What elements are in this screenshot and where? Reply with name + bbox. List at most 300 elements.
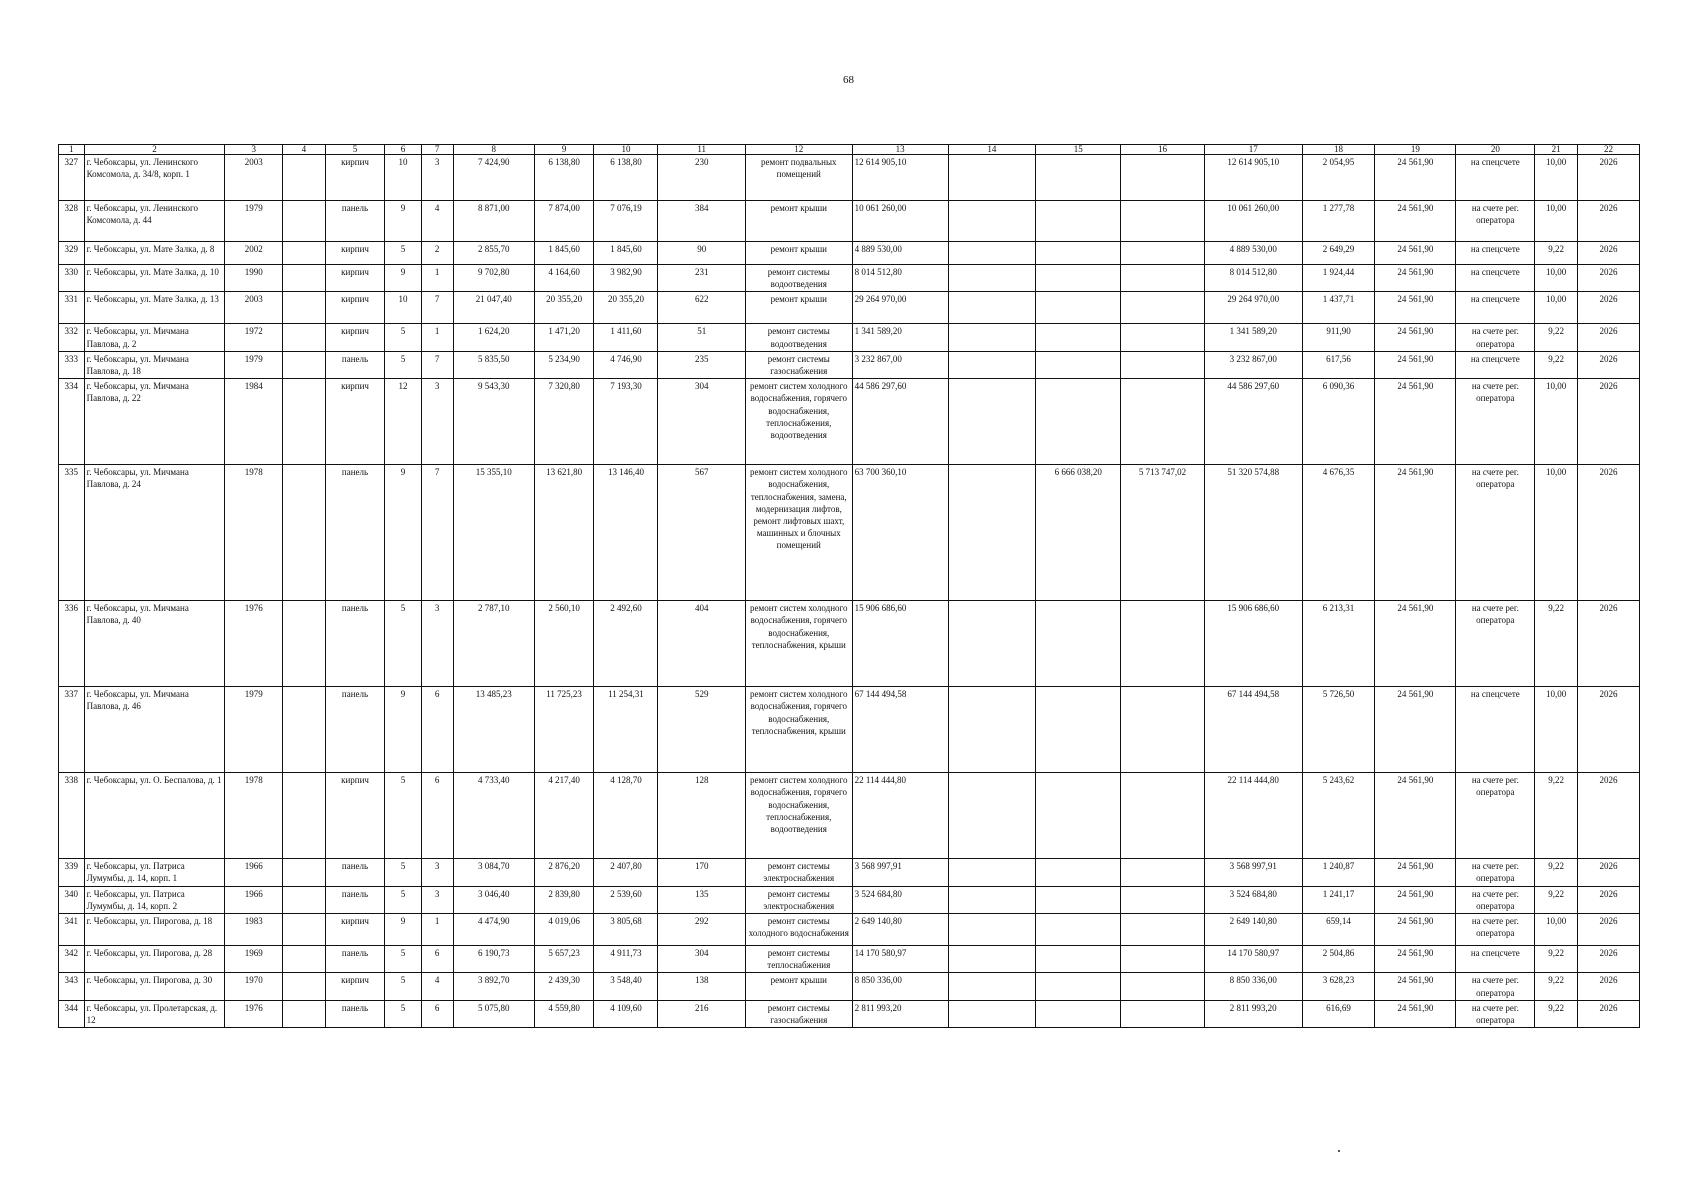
cell-cost-owners: 8 850 336,00 (1204, 973, 1302, 1000)
column-number-cell: 10 (594, 145, 658, 155)
stray-dot (1338, 1150, 1340, 1152)
cell-area-liv: 3 548,40 (594, 973, 658, 1000)
cell-fund: на счете рег. оператора (1456, 973, 1535, 1000)
cell-limit: 24 561,90 (1375, 265, 1456, 292)
cell-address: г. Чебоксары, ул. Пирогова, д. 28 (84, 946, 225, 973)
cell-people: 230 (658, 155, 745, 201)
cell-c15 (1036, 946, 1121, 973)
cell-address: г. Чебоксары, ул. Ленинского Комсомола, д. 34/8, корп. 1 (84, 155, 225, 201)
cell-year-end: 2026 (1577, 1000, 1639, 1027)
cell-entrances: 7 (421, 465, 453, 601)
cell-entrances: 1 (421, 265, 453, 292)
cell-cost-owners: 14 170 580,97 (1204, 946, 1302, 973)
cell-year: 1976 (225, 1000, 283, 1027)
cell-area-res: 5 234,90 (534, 351, 594, 378)
cell-year-end: 2026 (1577, 914, 1639, 946)
cell-address: г. Чебоксары, ул. Мате Залка, д. 10 (84, 265, 225, 292)
cell-year: 1969 (225, 946, 283, 973)
cell-c15 (1036, 1000, 1121, 1027)
cell-cost-total: 63 700 360,10 (852, 465, 948, 601)
column-number-cell: 6 (385, 145, 421, 155)
cell-area-total: 9 543,30 (453, 379, 534, 465)
cell-address: г. Чебоксары, ул. Мичмана Павлова, д. 18 (84, 351, 225, 378)
cell-entrances: 3 (421, 601, 453, 687)
table-row (59, 465, 1640, 601)
cell-area-liv: 13 146,40 (594, 465, 658, 601)
cell-area-liv: 4 911,73 (594, 946, 658, 973)
table-row (59, 201, 1640, 242)
cell-cost-total: 2 649 140,80 (852, 914, 948, 946)
cell-area-liv: 1 411,60 (594, 324, 658, 351)
cell-c15 (1036, 292, 1121, 324)
cell-works: ремонт системы газоснабжения (745, 1000, 852, 1027)
cell-c14 (948, 265, 1035, 292)
cell-limit: 24 561,90 (1375, 351, 1456, 378)
cell-area-res: 20 355,20 (534, 292, 594, 324)
cell-cost-total: 1 341 589,20 (852, 324, 948, 351)
table-row (59, 886, 1640, 913)
page-number: 68 (843, 74, 854, 86)
cell-year: 2002 (225, 242, 283, 265)
cell-cost-total: 8 014 512,80 (852, 265, 948, 292)
cell-year-end: 2026 (1577, 687, 1639, 773)
cell-people: 170 (658, 859, 745, 886)
cell-area-total: 3 084,70 (453, 859, 534, 886)
cell-floors: 12 (385, 379, 421, 465)
cell-cost-owners: 3 568 997,91 (1204, 859, 1302, 886)
cell-c16 (1121, 324, 1204, 351)
cell-address: г. Чебоксары, ул. Мичмана Павлова, д. 22 (84, 379, 225, 465)
cell-cost-sqm: 659,14 (1302, 914, 1375, 946)
cell-entrances: 7 (421, 292, 453, 324)
cell-area-res: 6 138,80 (534, 155, 594, 201)
cell-year: 1970 (225, 973, 283, 1000)
cell-material: кирпич (325, 973, 385, 1000)
cell-c21: 10,00 (1535, 914, 1578, 946)
cell-year-end: 2026 (1577, 292, 1639, 324)
cell-area-total: 13 485,23 (453, 687, 534, 773)
cell-people: 529 (658, 687, 745, 773)
cell-c21: 10,00 (1535, 265, 1578, 292)
cell-limit: 24 561,90 (1375, 886, 1456, 913)
cell-floors: 9 (385, 265, 421, 292)
cell-cost-sqm: 1 277,78 (1302, 201, 1375, 242)
table-row (59, 292, 1640, 324)
cell-year-end: 2026 (1577, 859, 1639, 886)
cell-cost-sqm: 2 649,29 (1302, 242, 1375, 265)
cell-c14 (948, 946, 1035, 973)
cell-area-liv: 4 746,90 (594, 351, 658, 378)
cell-cost-owners: 51 320 574,88 (1204, 465, 1302, 601)
cell-cost-sqm: 4 676,35 (1302, 465, 1375, 601)
cell-cost-owners: 10 061 260,00 (1204, 201, 1302, 242)
cell-cost-owners: 2 649 140,80 (1204, 914, 1302, 946)
cell-fund: на спецсчете (1456, 242, 1535, 265)
cell-c16 (1121, 379, 1204, 465)
cell-c4 (283, 1000, 326, 1027)
cell-year: 1979 (225, 687, 283, 773)
cell-c4 (283, 914, 326, 946)
cell-cost-total: 3 232 867,00 (852, 351, 948, 378)
cell-area-total: 15 355,10 (453, 465, 534, 601)
cell-c16 (1121, 351, 1204, 378)
cell-address: г. Чебоксары, ул. Ленинского Комсомола, д. 44 (84, 201, 225, 242)
cell-c16 (1121, 155, 1204, 201)
cell-address: г. Чебоксары, ул. Мате Залка, д. 8 (84, 242, 225, 265)
cell-area-res: 5 657,23 (534, 946, 594, 973)
table-row (59, 1000, 1640, 1027)
cell-people: 135 (658, 886, 745, 913)
table-row (59, 155, 1640, 201)
cell-limit: 24 561,90 (1375, 379, 1456, 465)
cell-area-total: 2 855,70 (453, 242, 534, 265)
cell-c4 (283, 687, 326, 773)
cell-n: 344 (59, 1000, 85, 1027)
cell-c21: 9,22 (1535, 946, 1578, 973)
cell-entrances: 6 (421, 946, 453, 973)
cell-area-total: 4 733,40 (453, 773, 534, 859)
cell-area-res: 2 439,30 (534, 973, 594, 1000)
table-row (59, 946, 1640, 973)
cell-works: ремонт системы водоотведения (745, 265, 852, 292)
cell-c4 (283, 773, 326, 859)
cell-address: г. Чебоксары, ул. Пирогова, д. 30 (84, 973, 225, 1000)
cell-fund: на спецсчете (1456, 265, 1535, 292)
cell-cost-sqm: 6 090,36 (1302, 379, 1375, 465)
column-number-cell: 5 (325, 145, 385, 155)
cell-n: 339 (59, 859, 85, 886)
cell-limit: 24 561,90 (1375, 859, 1456, 886)
cell-c4 (283, 886, 326, 913)
cell-c4 (283, 292, 326, 324)
cell-people: 304 (658, 379, 745, 465)
repair-program-table (58, 144, 1640, 1028)
cell-works: ремонт системы холодного водоснабжения (745, 914, 852, 946)
table-row (59, 242, 1640, 265)
cell-cost-sqm: 911,90 (1302, 324, 1375, 351)
cell-n: 328 (59, 201, 85, 242)
cell-cost-total: 44 586 297,60 (852, 379, 948, 465)
cell-c15 (1036, 242, 1121, 265)
cell-n: 332 (59, 324, 85, 351)
column-number-cell: 21 (1535, 145, 1578, 155)
cell-area-total: 7 424,90 (453, 155, 534, 201)
cell-c4 (283, 242, 326, 265)
cell-address: г. Чебоксары, ул. О. Беспалова, д. 1 (84, 773, 225, 859)
cell-works: ремонт системы электроснабжения (745, 886, 852, 913)
cell-fund: на счете рег. оператора (1456, 379, 1535, 465)
cell-cost-owners: 67 144 494,58 (1204, 687, 1302, 773)
cell-address: г. Чебоксары, ул. Мичмана Павлова, д. 2 (84, 324, 225, 351)
cell-n: 336 (59, 601, 85, 687)
cell-year: 1978 (225, 773, 283, 859)
cell-fund: на счете рег. оператора (1456, 773, 1535, 859)
cell-entrances: 1 (421, 324, 453, 351)
column-number-cell: 11 (658, 145, 745, 155)
cell-c14 (948, 292, 1035, 324)
cell-fund: на спецсчете (1456, 292, 1535, 324)
cell-floors: 5 (385, 886, 421, 913)
cell-cost-sqm: 5 726,50 (1302, 687, 1375, 773)
cell-area-liv: 2 407,80 (594, 859, 658, 886)
cell-floors: 5 (385, 859, 421, 886)
cell-floors: 5 (385, 324, 421, 351)
cell-material: кирпич (325, 292, 385, 324)
cell-c4 (283, 973, 326, 1000)
cell-material: кирпич (325, 155, 385, 201)
cell-cost-owners: 3 232 867,00 (1204, 351, 1302, 378)
cell-people: 622 (658, 292, 745, 324)
cell-cost-total: 8 850 336,00 (852, 973, 948, 1000)
cell-area-res: 7 874,00 (534, 201, 594, 242)
cell-c15 (1036, 773, 1121, 859)
cell-works: ремонт системы водоотведения (745, 324, 852, 351)
cell-cost-owners: 22 114 444,80 (1204, 773, 1302, 859)
cell-c16 (1121, 687, 1204, 773)
cell-c14 (948, 351, 1035, 378)
cell-n: 335 (59, 465, 85, 601)
cell-area-total: 5 075,80 (453, 1000, 534, 1027)
cell-c14 (948, 601, 1035, 687)
cell-cost-owners: 12 614 905,10 (1204, 155, 1302, 201)
cell-works: ремонт крыши (745, 242, 852, 265)
cell-cost-total: 2 811 993,20 (852, 1000, 948, 1027)
cell-floors: 5 (385, 601, 421, 687)
cell-c14 (948, 465, 1035, 601)
cell-year-end: 2026 (1577, 155, 1639, 201)
column-number-cell: 18 (1302, 145, 1375, 155)
cell-area-res: 2 839,80 (534, 886, 594, 913)
cell-material: кирпич (325, 242, 385, 265)
column-number-cell: 7 (421, 145, 453, 155)
cell-area-total: 3 892,70 (453, 973, 534, 1000)
cell-cost-total: 12 614 905,10 (852, 155, 948, 201)
cell-year-end: 2026 (1577, 946, 1639, 973)
table-row (59, 859, 1640, 886)
cell-c4 (283, 201, 326, 242)
cell-fund: на счете рег. оператора (1456, 201, 1535, 242)
cell-material: панель (325, 886, 385, 913)
cell-c14 (948, 859, 1035, 886)
cell-fund: на счете рег. оператора (1456, 859, 1535, 886)
cell-entrances: 4 (421, 973, 453, 1000)
cell-area-res: 1 845,60 (534, 242, 594, 265)
cell-people: 567 (658, 465, 745, 601)
cell-c16 (1121, 859, 1204, 886)
cell-fund: на спецсчете (1456, 687, 1535, 773)
cell-address: г. Чебоксары, ул. Патриса Лумумбы, д. 14, корп. 2 (84, 886, 225, 913)
cell-cost-sqm: 1 437,71 (1302, 292, 1375, 324)
cell-people: 128 (658, 773, 745, 859)
cell-year-end: 2026 (1577, 265, 1639, 292)
cell-n: 334 (59, 379, 85, 465)
cell-limit: 24 561,90 (1375, 1000, 1456, 1027)
cell-year-end: 2026 (1577, 465, 1639, 601)
cell-c4 (283, 351, 326, 378)
cell-address: г. Чебоксары, ул. Патриса Лумумбы, д. 14, корп. 1 (84, 859, 225, 886)
cell-cost-sqm: 5 243,62 (1302, 773, 1375, 859)
cell-area-liv: 4 109,60 (594, 1000, 658, 1027)
cell-n: 329 (59, 242, 85, 265)
cell-people: 231 (658, 265, 745, 292)
cell-cost-owners: 15 906 686,60 (1204, 601, 1302, 687)
cell-c16 (1121, 292, 1204, 324)
cell-n: 342 (59, 946, 85, 973)
cell-c15: 6 666 038,20 (1036, 465, 1121, 601)
cell-fund: на спецсчете (1456, 351, 1535, 378)
cell-material: кирпич (325, 379, 385, 465)
cell-material: панель (325, 601, 385, 687)
cell-c14 (948, 324, 1035, 351)
cell-limit: 24 561,90 (1375, 601, 1456, 687)
cell-people: 216 (658, 1000, 745, 1027)
cell-c21: 9,22 (1535, 324, 1578, 351)
cell-fund: на счете рег. оператора (1456, 914, 1535, 946)
cell-entrances: 3 (421, 379, 453, 465)
cell-material: панель (325, 465, 385, 601)
cell-limit: 24 561,90 (1375, 914, 1456, 946)
cell-year-end: 2026 (1577, 351, 1639, 378)
cell-fund: на счете рег. оператора (1456, 601, 1535, 687)
cell-c16 (1121, 265, 1204, 292)
cell-c16 (1121, 242, 1204, 265)
cell-c14 (948, 687, 1035, 773)
cell-c15 (1036, 886, 1121, 913)
cell-year-end: 2026 (1577, 324, 1639, 351)
cell-floors: 9 (385, 201, 421, 242)
cell-c16 (1121, 973, 1204, 1000)
table-body (59, 145, 1640, 1028)
cell-year: 1978 (225, 465, 283, 601)
cell-c16 (1121, 886, 1204, 913)
cell-n: 343 (59, 973, 85, 1000)
cell-people: 235 (658, 351, 745, 378)
cell-area-total: 8 871,00 (453, 201, 534, 242)
table-row (59, 379, 1640, 465)
cell-c4 (283, 324, 326, 351)
cell-address: г. Чебоксары, ул. Мичмана Павлова, д. 46 (84, 687, 225, 773)
cell-area-total: 2 787,10 (453, 601, 534, 687)
cell-material: кирпич (325, 773, 385, 859)
cell-c15 (1036, 859, 1121, 886)
table-row (59, 687, 1640, 773)
cell-works: ремонт подвальных помещений (745, 155, 852, 201)
cell-limit: 24 561,90 (1375, 155, 1456, 201)
cell-entrances: 6 (421, 773, 453, 859)
cell-c16 (1121, 601, 1204, 687)
cell-area-total: 9 702,80 (453, 265, 534, 292)
cell-c14 (948, 973, 1035, 1000)
cell-cost-sqm: 1 241,17 (1302, 886, 1375, 913)
cell-c4 (283, 155, 326, 201)
column-number-cell: 8 (453, 145, 534, 155)
cell-area-liv: 3 805,68 (594, 914, 658, 946)
column-number-cell: 9 (534, 145, 594, 155)
cell-c15 (1036, 914, 1121, 946)
cell-c4 (283, 859, 326, 886)
cell-c4 (283, 265, 326, 292)
cell-area-total: 5 835,50 (453, 351, 534, 378)
cell-n: 338 (59, 773, 85, 859)
cell-year: 1972 (225, 324, 283, 351)
cell-c15 (1036, 265, 1121, 292)
cell-c16 (1121, 773, 1204, 859)
cell-c14 (948, 914, 1035, 946)
cell-c14 (948, 886, 1035, 913)
table-row (59, 914, 1640, 946)
cell-people: 384 (658, 201, 745, 242)
cell-n: 340 (59, 886, 85, 913)
cell-works: ремонт систем холодного водоснабжения, теплоснабжения, замена, модернизация лифтов, ремонт лифтовых шахт, машинных и блочных помещений (745, 465, 852, 601)
cell-year-end: 2026 (1577, 379, 1639, 465)
cell-people: 90 (658, 242, 745, 265)
cell-fund: на спецсчете (1456, 946, 1535, 973)
cell-year: 1976 (225, 601, 283, 687)
cell-people: 404 (658, 601, 745, 687)
column-number-cell: 3 (225, 145, 283, 155)
cell-c21: 9,22 (1535, 351, 1578, 378)
column-number-cell: 12 (745, 145, 852, 155)
cell-fund: на счете рег. оператора (1456, 324, 1535, 351)
cell-entrances: 3 (421, 155, 453, 201)
cell-material: панель (325, 201, 385, 242)
cell-n: 327 (59, 155, 85, 201)
cell-n: 333 (59, 351, 85, 378)
cell-cost-owners: 8 014 512,80 (1204, 265, 1302, 292)
cell-year: 1966 (225, 886, 283, 913)
cell-area-liv: 7 193,30 (594, 379, 658, 465)
column-number-cell: 14 (948, 145, 1035, 155)
cell-limit: 24 561,90 (1375, 292, 1456, 324)
cell-c16: 5 713 747,02 (1121, 465, 1204, 601)
column-number-cell: 17 (1204, 145, 1302, 155)
cell-year-end: 2026 (1577, 773, 1639, 859)
cell-c14 (948, 773, 1035, 859)
cell-entrances: 7 (421, 351, 453, 378)
cell-floors: 9 (385, 914, 421, 946)
cell-area-liv: 1 845,60 (594, 242, 658, 265)
cell-works: ремонт систем холодного водоснабжения, горячего водоснабжения, теплоснабжения, водоотведения (745, 773, 852, 859)
cell-year: 1990 (225, 265, 283, 292)
cell-works: ремонт крыши (745, 201, 852, 242)
cell-area-liv: 20 355,20 (594, 292, 658, 324)
cell-cost-total: 15 906 686,60 (852, 601, 948, 687)
cell-area-res: 11 725,23 (534, 687, 594, 773)
cell-c15 (1036, 324, 1121, 351)
cell-c14 (948, 201, 1035, 242)
cell-c15 (1036, 687, 1121, 773)
table-row (59, 351, 1640, 378)
cell-cost-sqm: 2 054,95 (1302, 155, 1375, 201)
cell-limit: 24 561,90 (1375, 465, 1456, 601)
cell-n: 331 (59, 292, 85, 324)
cell-c14 (948, 155, 1035, 201)
cell-limit: 24 561,90 (1375, 242, 1456, 265)
column-number-cell: 4 (283, 145, 326, 155)
cell-c21: 9,22 (1535, 973, 1578, 1000)
cell-c4 (283, 379, 326, 465)
table-row (59, 601, 1640, 687)
cell-c16 (1121, 201, 1204, 242)
cell-cost-owners: 4 889 530,00 (1204, 242, 1302, 265)
cell-cost-total: 67 144 494,58 (852, 687, 948, 773)
cell-cost-sqm: 617,56 (1302, 351, 1375, 378)
cell-works: ремонт систем холодного водоснабжения, горячего водоснабжения, теплоснабжения, крыши (745, 601, 852, 687)
cell-cost-sqm: 616,69 (1302, 1000, 1375, 1027)
table-row (59, 973, 1640, 1000)
cell-area-liv: 7 076,19 (594, 201, 658, 242)
cell-floors: 5 (385, 773, 421, 859)
